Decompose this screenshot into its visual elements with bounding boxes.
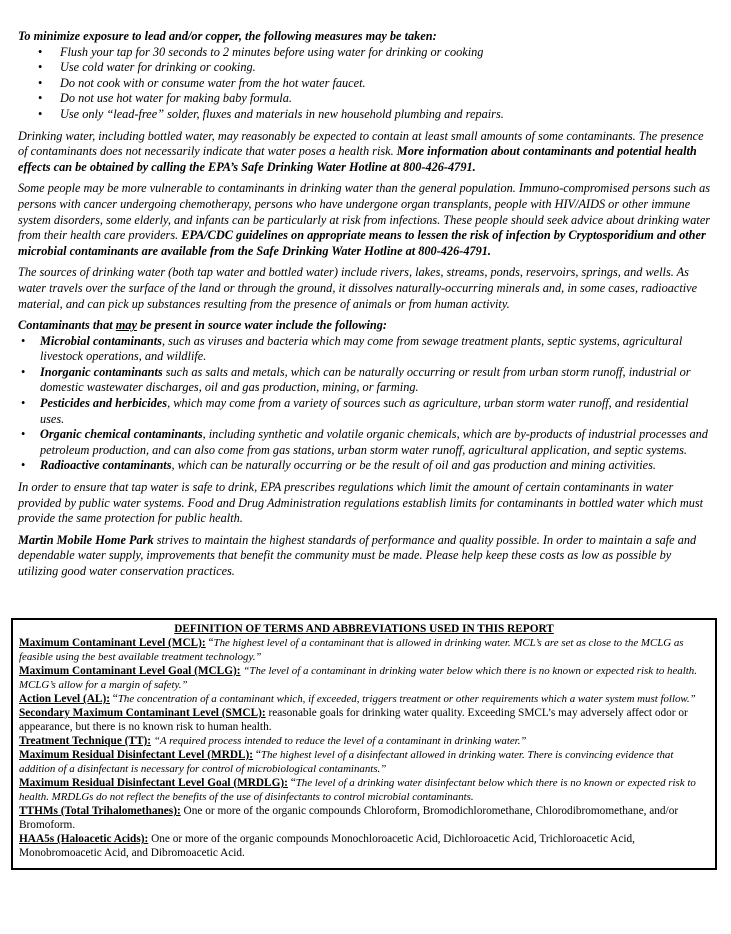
definition-text: The level of a drinking water disinfectant below which there is no known or expected risk to health. MRDLGs do not reflect the benefits of the use of disinfectants to control microbial contaminants. <box>19 777 696 803</box>
contaminant-text: such as salts and metals, which can be naturally occurring or result from urban storm runoff, industrial or domestic wastewater discharges, oil and gas production, mining, or farming. <box>40 364 691 395</box>
definitions-title: DEFINITION OF TERMS AND ABBREVIATIONS USED IN THIS REPORT <box>174 623 554 635</box>
contaminants-section <box>18 318 712 474</box>
sources-paragraph: The sources of drinking water (both tap water and bottled water) include rivers, lakes, streams, ponds, reservoirs, springs, and wells. As water travels over the surface of the land or through the ground, it dissolves naturally-occurring minerals and, in some cases, radioactive material, and can pick up substances resulting from the presence of animals or from human activity. <box>18 265 698 311</box>
list-item: • Flush your tap for 30 seconds to 2 minutes before using water for drinking or cooking <box>18 45 712 61</box>
contaminant-term: Pesticides and herbicides <box>40 396 168 411</box>
heading-text: Contaminants that <box>18 318 116 333</box>
definition-mcl <box>19 636 709 664</box>
definition-text: The highest level of a disinfectant allowed in drinking water. There is convincing evidence that addition of a disinfectant is necessary for control of microbiological contaminants.” <box>19 749 674 775</box>
definition-lead: “ <box>205 637 214 649</box>
paragraph-text: Some people may be more vulnerable to contaminants in drinking water than the general population. Immuno-compromised persons such as persons with cancer undergoing chemotherapy, persons who have undergone organ transplants, people with HIV/AIDS or other immune system disorders, some elderly, and infants can be particularly at risk from infections. These people should seek advice about drinking water from their health care providers. <box>18 181 711 243</box>
measures-list <box>18 45 712 123</box>
cdc-notice: EPA/CDC guidelines on appropriate means to lessen the risk of infection by Cryptosporidium and other microbial contaminants are available from the Safe Drinking Water Hotline at 800-426-4791. <box>18 228 706 258</box>
definition-smcl <box>19 706 709 734</box>
definition-mrdl <box>19 748 709 776</box>
definition-text: “A required process intended to reduce the level of a contaminant in drinking water.” <box>153 735 527 747</box>
measures-heading: To minimize exposure to lead and/or copper, the following measures may be taken: <box>18 29 437 43</box>
definition-mclg <box>19 664 709 692</box>
park-name: Martin Mobile Home Park <box>18 532 154 547</box>
bottled-water-paragraph <box>18 129 712 176</box>
list-item: • Use only “lead-free” solder, fluxes and materials in new household plumbing and repairs. <box>18 107 712 123</box>
definition-term: Maximum Residual Disinfectant Level (MRDL): <box>19 749 254 761</box>
definition-term: Action Level (AL): <box>19 693 110 705</box>
definition-al <box>19 692 709 706</box>
definition-term: HAA5s (Haloacetic Acids): <box>19 833 149 845</box>
park-paragraph <box>18 533 712 580</box>
definition-lead: “ <box>109 693 118 705</box>
definition-tthm <box>19 804 709 832</box>
definition-text: One or more of the organic compounds Monochloroacetic Acid, Dichloroacetic Acid, Trichloroacetic Acid, Monobromoacetic Acid, and Dibromoacetic Acid. <box>19 833 635 859</box>
list-item <box>18 458 712 474</box>
contaminant-text: , which can be naturally occurring or be the result of oil and gas production and mining activities. <box>171 458 656 473</box>
list-item: • Do not use hot water for making baby formula. <box>18 91 712 107</box>
list-item <box>18 334 712 365</box>
definition-haa5 <box>19 832 709 860</box>
definition-term: Secondary Maximum Contaminant Level (SMCL): <box>19 707 266 719</box>
contaminant-term: Radioactive contaminants <box>40 458 172 473</box>
contaminant-term: Microbial contaminants <box>40 333 162 348</box>
definition-mrdlg <box>19 776 709 804</box>
definition-term: Maximum Contaminant Level Goal (MCLG): <box>19 665 241 677</box>
list-item: • Use cold water for drinking or cooking. <box>18 60 712 76</box>
hotline-notice: More information about contaminants and potential health effects can be obtained by calling the EPA’s Safe Drinking Water Hotline at 800-426-4791. <box>18 144 697 174</box>
definition-lead: “ <box>287 777 296 789</box>
definition-tt <box>19 734 709 748</box>
paragraph-text: Drinking water, including bottled water, may reasonably be expected to contain at least small amounts of some contaminants. The presence of contaminants does not necessarily indicate that water poses a health risk. <box>18 128 704 159</box>
definition-text: reasonable goals for drinking water quality. Exceeding SMCL’s may adversely affect odor or appearance, but there is no known risk to human health. <box>19 707 688 733</box>
contaminants-heading <box>18 318 712 334</box>
definition-term: Maximum Residual Disinfectant Level Goal (MRDLG): <box>19 777 288 789</box>
list-item <box>18 365 712 396</box>
epa-paragraph: In order to ensure that tap water is safe to drink, EPA prescribes regulations which limit the amount of certain contaminants in water provided by public water systems. Food and Drug Administration regulations establish limits for contaminants in bottled water which must provide the same protection for public health. <box>18 480 704 526</box>
definition-term: Treatment Technique (TT): <box>19 735 152 747</box>
paragraph-text: strives to maintain the highest standards of performance and quality possible. In order to maintain a safe and dependable water supply, improvements that benefit the community must be made. Please help keep these costs as low as possible by utilizing good water conservation practices. <box>18 532 697 578</box>
contaminant-text: , including synthetic and volatile organic chemicals, which are by-products of industrial processes and petroleum production, and can also come from gas stations, urban storm water runoff, agricultural application, and septic systems. <box>40 427 708 457</box>
definition-term: TTHMs (Total Trihalomethanes): <box>19 805 181 817</box>
definition-term: Maximum Contaminant Level (MCL): <box>19 637 206 649</box>
list-item <box>18 396 712 427</box>
contaminant-term: Organic chemical contaminants <box>40 427 203 442</box>
definition-text: One or more of the organic compounds Chloroform, Bromodichloromethane, Chlorodibromomethane, and/or Bromoform. <box>19 805 679 831</box>
heading-text: be present in source water include the following: <box>136 318 387 333</box>
lead-copper-section <box>18 29 712 123</box>
list-item: • Do not cook with or consume water from the hot water faucet. <box>18 76 712 92</box>
heading-may: may <box>115 318 137 333</box>
contaminant-text: , which may come from a variety of sources such as agriculture, urban storm water runoff, and residential uses. <box>40 396 689 426</box>
definition-text: “The level of a contaminant in drinking water below which there is no known or expected risk to health. MCLG’s allow for a margin of safety.” <box>19 665 697 691</box>
definition-text: The concentration of a contaminant which, if exceeded, triggers treatment or other requirements which a water system must follow.” <box>117 693 696 705</box>
vulnerable-paragraph <box>18 181 712 259</box>
definition-text: The highest level of a contaminant that is allowed in drinking water. MCL’s are set as close to the MCLG as feasible using the best available treatment technology.” <box>19 637 684 663</box>
contaminant-term: Inorganic contaminants <box>40 364 163 379</box>
definition-lead: “ <box>253 749 261 761</box>
contaminant-text: , such as viruses and bacteria which may come from sewage treatment plants, septic systems, agricultural livestock operations, and wildlife. <box>40 333 683 364</box>
document-body <box>18 29 712 580</box>
definitions-box <box>11 618 717 870</box>
list-item <box>18 427 712 458</box>
contaminants-list <box>18 334 712 474</box>
